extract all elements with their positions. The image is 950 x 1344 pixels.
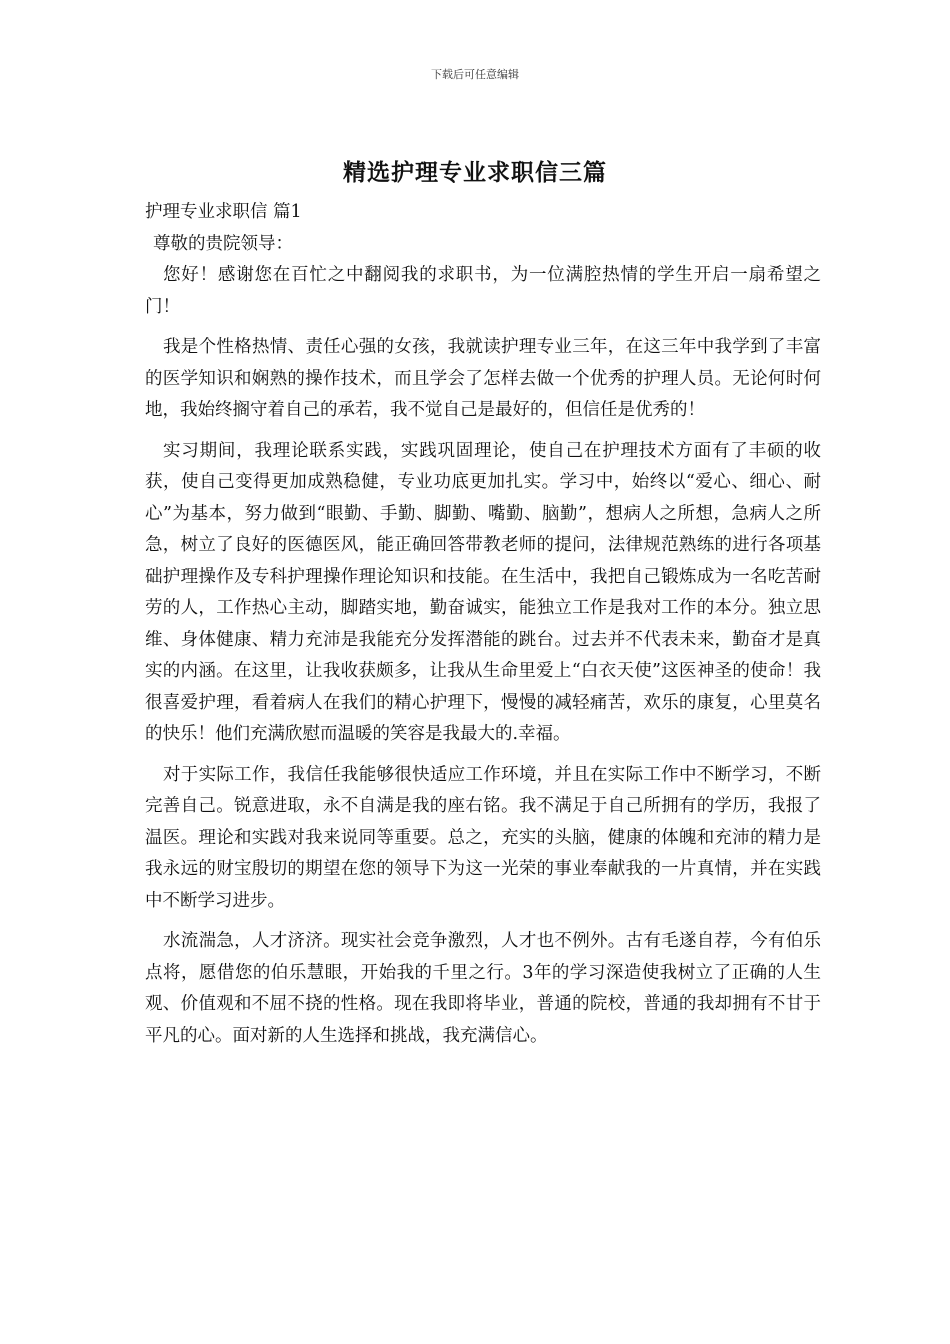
paragraph-greeting: 您好！感谢您在百忙之中翻阅我的求职书，为一位满腔热情的学生开启一扇希望之门！ [145, 265, 821, 317]
paragraph-work-attitude: 对于实际工作，我信任我能够很快适应工作环境，并且在实际工作中不断学习，不断完善自己。锐意进取，永不自满是我的座右铭。我不满足于自己所拥有的学历，我报了温医。理论和实践对我来说同等重要。总之，充实的头脑，健康的体魄和充沛的精力是我永远的财宝殷切的期望在您的领导下为这一光荣的事业奉献我的一片真情，并在实践中不断学习进步。 [145, 764, 821, 911]
paragraph-internship: 实习期间，我理论联系实践，实践巩固理论，使自己在护理技术方面有了丰硕的收获，使自己变得更加成熟稳健，专业功底更加扎实。学习中，始终以“爱心、细心、耐心”为基本，努力做到“眼勤、手勤、脚勤、嘴勤、脑勤”，想病人之所想，急病人之所急，树立了良好的医德医风，能正确回答带教老师的提问，法律规范熟练的进行各项基础护理操作及专科护理操作理论知识和技能。在生活中，我把自己锻炼成为一名吃苦耐劳的人，工作热心主动，脚踏实地，勤奋诚实，能独立工作是我对工作的本分。独立思维、身体健康、精力充沛是我能充分发挥潜能的跳台。过去并不代表未来，勤奋才是真实的内涵。在这里，让我收获颇多，让我从生命里爱上“白衣天使”这医神圣的使命！我很喜爱护理，看着病人在我们的精心护理下，慢慢的减轻痛苦，欢乐的康复，心里莫名的快乐！他们充满欣慰而温暖的笑容是我最大的.幸福。 [145, 440, 821, 744]
document-title: 精选护理专业求职信三篇 [343, 159, 607, 186]
paragraph-closing: 水流湍急，人才济济。现实社会竞争激烈，人才也不例外。古有毛遂自荐，今有伯乐点将，愿借您的伯乐慧眼，开始我的千里之行。3年的学习深造使我树立了正确的人生观、价值观和不屈不挠的性格。现在我即将毕业，普通的院校，普通的我却拥有不甘于平凡的心。面对新的人生选择和挑战，我充满信心。 [145, 931, 821, 1046]
letter-subtitle: 护理专业求职信 篇1 [145, 202, 302, 222]
salutation: 尊敬的贵院领导： [153, 233, 293, 254]
paragraph-introduction: 我是个性格热情、责任心强的女孩，我就读护理专业三年，在这三年中我学到了丰富的医学知识和娴熟的操作技术，而且学会了怎样去做一个优秀的护理人员。无论何时何地，我始终搁守着自己的承若，我不觉自己是最好的，但信任是优秀的！ [145, 337, 821, 420]
header-note: 下载后可任意编辑 [431, 68, 519, 81]
document-body [145, 197, 821, 1052]
